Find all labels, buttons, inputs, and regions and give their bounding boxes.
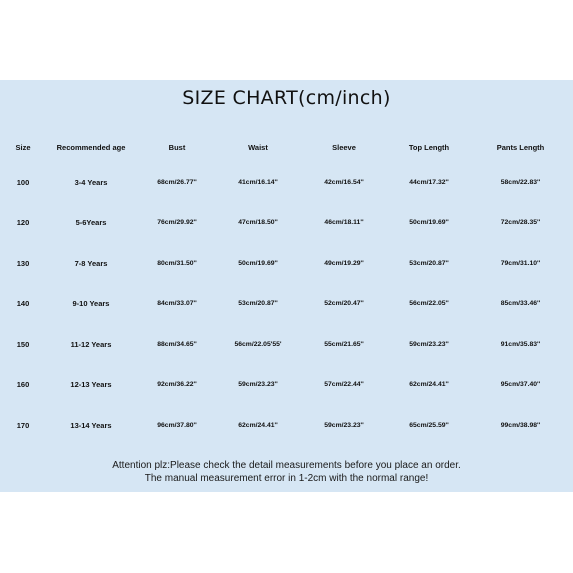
table-row <box>5 365 568 406</box>
table-row <box>5 162 568 203</box>
sleeve-cell: 55cm/21.65'' <box>324 340 364 348</box>
sleeve-cell: 49cm/19.29'' <box>324 259 364 267</box>
table-row <box>5 324 568 365</box>
table-row <box>5 203 568 244</box>
age-cell: 7-8 Years <box>74 258 108 268</box>
size-cell: 130 <box>16 258 30 268</box>
bust-cell: 96cm/37.80'' <box>157 421 197 429</box>
pants-length-cell: 72cm/28.35'' <box>500 219 541 227</box>
bust-cell: 76cm/29.92'' <box>157 219 197 227</box>
pants-length-cell: 99cm/38.98'' <box>500 421 541 429</box>
header-bust: Bust <box>168 142 186 152</box>
top-length-cell: 62cm/24.41'' <box>409 381 449 389</box>
age-cell: 11-12 Years <box>70 339 112 349</box>
age-cell: 13-14 Years <box>70 420 112 430</box>
size-cell: 170 <box>16 420 30 430</box>
header-sleeve: Sleeve <box>332 142 356 152</box>
top-length-cell: 65cm/25.59'' <box>409 421 449 429</box>
bust-cell: 84cm/33.07'' <box>157 300 197 308</box>
size-cell: 120 <box>16 218 30 228</box>
size-table <box>5 132 568 446</box>
age-cell: 5-6Years <box>75 218 107 228</box>
top-length-cell: 59cm/23.23'' <box>409 340 449 348</box>
attention-note <box>0 459 573 485</box>
bust-cell: 68cm/26.77'' <box>157 178 197 186</box>
bust-cell: 80cm/31.50'' <box>157 259 197 267</box>
waist-cell: 53cm/20.87'' <box>238 300 278 308</box>
waist-cell: 47cm/18.50'' <box>238 219 278 227</box>
table-row <box>5 284 568 325</box>
bust-cell: 92cm/36.22'' <box>157 381 197 389</box>
waist-cell: 50cm/19.69'' <box>238 259 278 267</box>
size-cell: 160 <box>16 380 30 390</box>
header-top-length: Top Length <box>408 142 450 152</box>
table-row <box>5 243 568 284</box>
top-length-cell: 56cm/22.05'' <box>409 300 449 308</box>
attention-note-line-1: Attention plz:Please check the detail measurements before you place an order. <box>112 460 461 471</box>
age-cell: 9-10 Years <box>72 299 110 309</box>
size-cell: 150 <box>16 339 30 349</box>
waist-cell: 59cm/23.23'' <box>238 381 278 389</box>
chart-title: SIZE CHART(cm/inch) <box>182 87 391 109</box>
top-length-cell: 44cm/17.32'' <box>409 178 449 186</box>
waist-cell: 41cm/16.14'' <box>238 178 278 186</box>
sleeve-cell: 42cm/16.54'' <box>324 178 364 186</box>
pants-length-cell: 85cm/33.46'' <box>500 300 541 308</box>
size-cell: 140 <box>16 299 30 309</box>
sleeve-cell: 57cm/22.44'' <box>324 381 364 389</box>
size-chart-panel <box>0 80 573 492</box>
age-cell: 3-4 Years <box>74 177 108 187</box>
size-cell: 100 <box>16 177 30 187</box>
header-waist: Waist <box>248 142 268 152</box>
top-length-cell: 53cm/20.87'' <box>409 259 449 267</box>
table-row <box>5 405 568 446</box>
header-size: Size <box>15 142 31 152</box>
sleeve-cell: 59cm/23.23'' <box>324 421 364 429</box>
table-header-row <box>5 132 568 162</box>
age-cell: 12-13 Years <box>70 380 112 390</box>
waist-cell: 56cm/22.05'55' <box>234 340 282 348</box>
pants-length-cell: 91cm/35.83'' <box>500 340 541 348</box>
pants-length-cell: 95cm/37.40'' <box>500 381 541 389</box>
pants-length-cell: 58cm/22.83'' <box>500 178 541 186</box>
pants-length-cell: 79cm/31.10'' <box>500 259 541 267</box>
sleeve-cell: 46cm/18.11'' <box>324 219 364 227</box>
bust-cell: 88cm/34.65'' <box>157 340 197 348</box>
attention-note-line-2: The manual measurement error in 1-2cm with the normal range! <box>144 473 429 484</box>
header-recommended-age: Recommended age <box>56 142 126 152</box>
sleeve-cell: 52cm/20.47'' <box>324 300 364 308</box>
waist-cell: 62cm/24.41'' <box>238 421 278 429</box>
header-pants-length: Pants Length <box>496 142 545 152</box>
top-length-cell: 50cm/19.69'' <box>409 219 449 227</box>
